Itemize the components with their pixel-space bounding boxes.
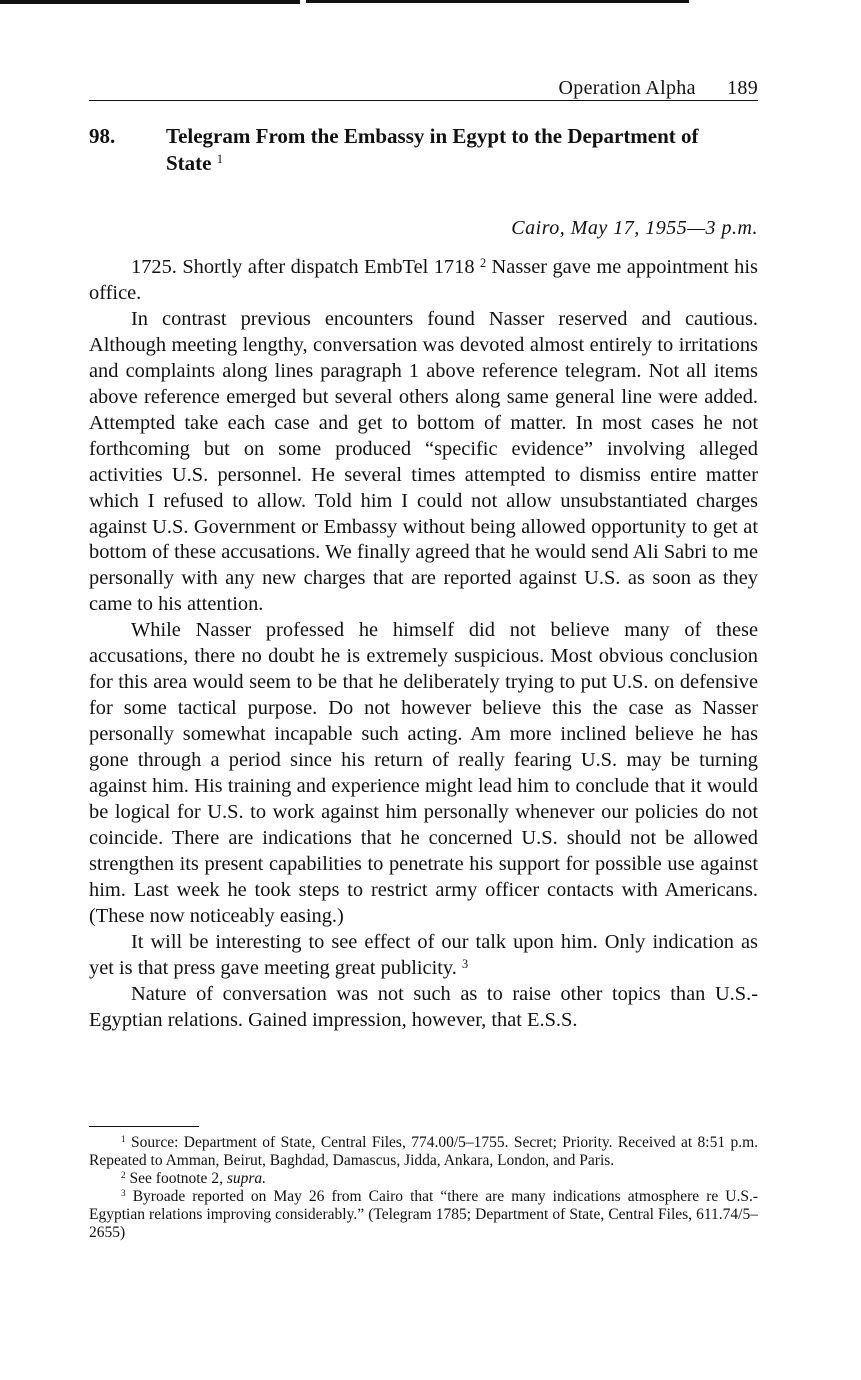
- footnote-ref-2: 2: [479, 256, 487, 271]
- footnote-2: [89, 1170, 758, 1188]
- footnote-3-text: Byroade reported on May 26 from Cairo that “there are many indications atmosphere re U.S.-Egyptian relations improving considerably.” (Telegram 1785; Department of State, Central Files, 611.74/5–2655): [89, 1188, 759, 1241]
- running-head: [89, 76, 758, 101]
- footnote-3: [89, 1188, 758, 1242]
- footnote-ref-1: 1: [216, 152, 224, 167]
- document-heading: [89, 123, 758, 177]
- document-title-wrap: [166, 123, 758, 177]
- paragraph-2: In contrast previous encounters found Nasser reserved and cautious. Although meeting lengthy, conversation was devoted almost entirely to irritations and complaints along lines paragraph 1 above reference telegram. Not all items above reference emerged but several others along same general line were added. Attempted take each case and get to bottom of matter. In most cases he not forthcoming but on some produced “specific evidence” involving alleged activities U.S. personnel. He several times attempted to dismiss entire matter which I refused to allow. Told him I could not allow unsubstantiated charges against U.S. Government or Embassy without being allowed opportunity to get at bottom of these accusations. We finally agreed that he would send Ali Sabri to me personally with any new charges that are reported against U.S. as soon as they came to his attention.: [89, 307, 758, 616]
- telegram-body: [89, 255, 758, 1034]
- dateline: Cairo, May 17, 1955—3 p.m.: [511, 217, 758, 239]
- footnote-1: [89, 1134, 758, 1170]
- footnote-3-marker: 3: [121, 1189, 126, 1200]
- paragraph-1: [89, 255, 758, 307]
- paragraph-3: While Nasser professed he himself did not believe many of these accusations, there no doubt he is extremely suspicious. Most obvious conclusion for this area would seem to be that he deliberately trying to put U.S. on defensive for some tactical purpose. Do not however believe this the case as Nasser personally somewhat incapable such acting. Am more inclined believe he has gone through a period since his return of really fearing U.S. may be turning against him. His training and experience might lead him to conclude that it would be logical for U.S. to work against him personally whenever our policies do not coincide. There are indications that he concerned U.S. should not be allowed strengthen its present capabilities to penetrate his support for possible use against him. Last week he took steps to restrict army officer contacts with Americans. (These now noticeably easing.): [89, 619, 758, 927]
- paragraph-4-text: It will be interesting to see effect of our talk upon him. Only indication as yet is that press gave meeting great publicity.: [89, 930, 758, 979]
- paragraph-1-text-a: 1725. Shortly after dispatch EmbTel 1718: [131, 256, 475, 278]
- document-title: Telegram From the Embassy in Egypt to the Department of State: [166, 124, 699, 175]
- footnotes: [89, 1134, 758, 1242]
- paragraph-4: [89, 930, 758, 982]
- top-border-rule-right: [306, 0, 689, 3]
- page-number: 189: [727, 77, 758, 99]
- running-title: Operation Alpha: [558, 77, 696, 99]
- paragraph-1-text-b: Nasser gave me appointment his office.: [89, 256, 758, 304]
- footnote-2-emphasis: supra.: [226, 1170, 267, 1187]
- footnote-1-text: Source: Department of State, Central Files, 774.00/5–1755. Secret; Priority. Received at 8:51 p.m. Repeated to Amman, Beirut, Baghdad, Damascus, Jidda, Ankara, London, and Paris.: [89, 1134, 758, 1169]
- footnote-2-text: See footnote 2,: [129, 1170, 227, 1187]
- footnote-ref-3: 3: [461, 957, 469, 972]
- paragraph-5: Nature of conversation was not such as to raise other topics than U.S.-Egyptian relations. Gained impression, however, that E.S.S.: [89, 982, 758, 1031]
- footnote-2-marker: 2: [121, 1171, 126, 1182]
- document-number: 98.: [89, 124, 116, 148]
- footnote-separator: [89, 1126, 199, 1127]
- top-border-rule-left: [0, 0, 300, 4]
- footnote-1-marker: 1: [121, 1135, 126, 1146]
